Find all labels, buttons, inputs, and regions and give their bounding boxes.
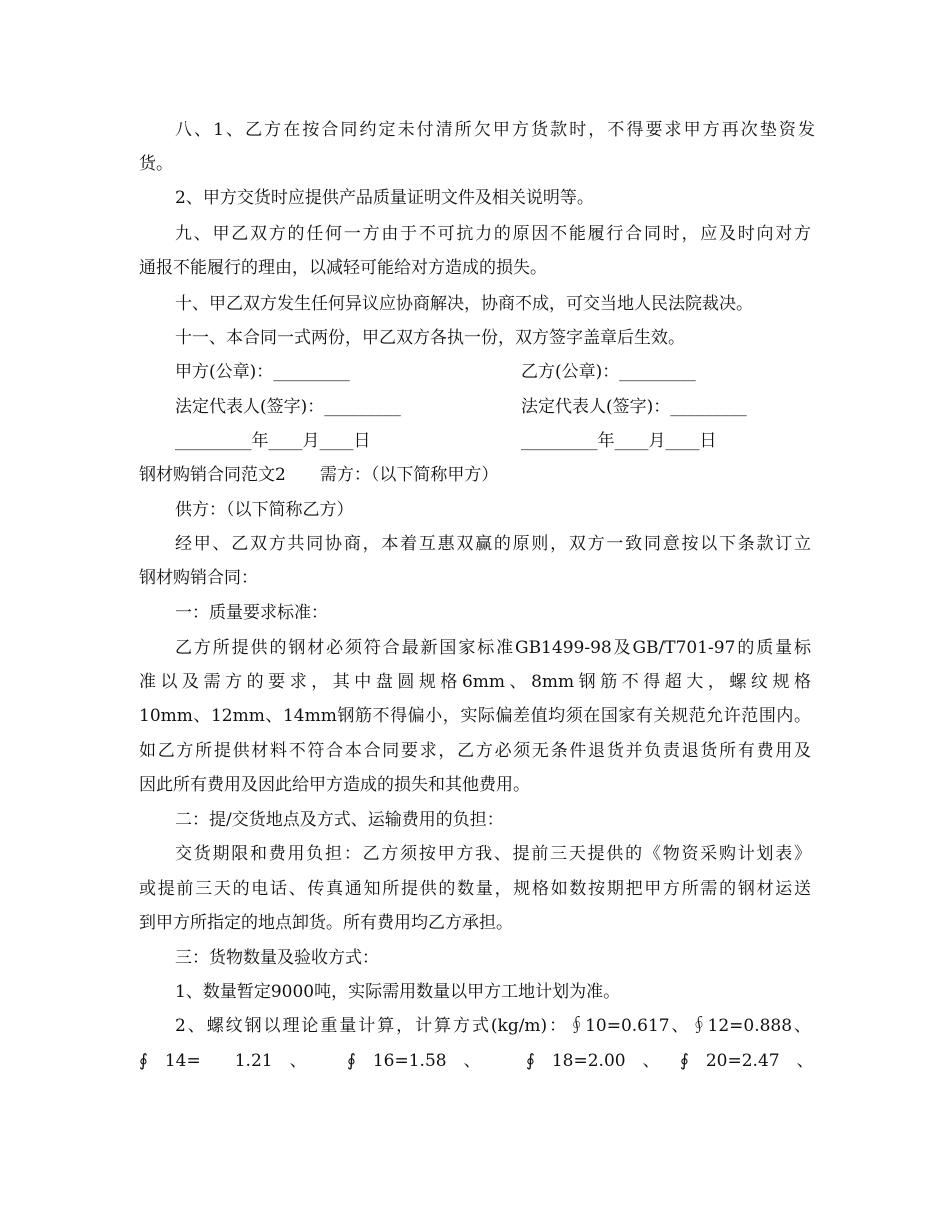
section-3-item-2: 2、螺纹钢以理论重量计算，计算方式(kg/m)：∮10=0.617、∮12=0.888、 [175,1016,811,1036]
section-1-heading: 一：质量要求标准： [175,603,328,623]
section-2-line-2: 或提前三天的电话、传真通知所提供的数量，规格如数按期把甲方所需的钢材运送 [139,879,811,899]
clause-11: 十一、本合同一式两份，甲乙双方各执一份，双方签字盖章后生效。 [175,328,685,348]
section-3-heading: 三：货物数量及验收方式： [175,948,379,968]
intro-line-2: 钢材购销合同： [139,568,258,588]
supplier-line: 供方：（以下简称乙方） [175,500,354,520]
clause-9-line-1: 九、甲乙双方的任何一方由于不可抗力的原因不能履行合同时，应及时向对方 [175,224,811,244]
weight-value-16: ∮ 16=1.58 、 [347,1051,481,1071]
clause-10: 十、甲乙双方发生任何异议应协商解决，协商不成，可交当地人民法院裁决。 [175,294,753,314]
section-1-line-3: 10mm、12mm、14mm钢筋不得偏小，实际偏差值均须在国家有关规范允许范围内。 [139,706,811,726]
party-a-date: _________年____月____日 [175,431,371,451]
weight-value-14: ∮ 14= 1.21 、 [139,1051,307,1071]
party-b-representative: 法定代表人(签字)：_________ [521,397,747,417]
clause-9-line-2: 通报不能履行的理由，以减轻可能给对方造成的损失。 [139,258,547,278]
section-3-item-1: 1、数量暂定9000吨，实际需用数量以甲方工地计划为准。 [175,982,621,1002]
clause-8-line-1: 八、1、乙方在按合同约定未付清所欠甲方货款时，不得要求甲方再次垫资发 [175,120,815,140]
contract-2-heading: 钢材购销合同范文2 需方：（以下简称甲方） [139,465,499,485]
section-1-line-2: 准以及需方的要求，其中盘圆规格6mm、8mm钢筋不得超大，螺纹规格 [139,672,811,692]
party-b-seal: 乙方(公章)：_________ [521,362,696,382]
section-1-line-4: 如乙方所提供材料不符合本合同要求，乙方必须无条件退货并负责退货所有费用及 [139,741,811,761]
section-2-heading: 二：提/交货地点及方式、运输费用的负担： [175,810,504,830]
party-a-representative: 法定代表人(签字)：_________ [175,397,401,417]
party-a-seal: 甲方(公章)：_________ [175,362,350,382]
section-2-line-3: 到甲方所指定的地点卸货。所有费用均乙方承担。 [139,913,513,933]
intro-line-1: 经甲、乙双方共同协商，本着互惠双赢的原则，双方一致同意按以下条款订立 [175,534,811,554]
section-1-line-5: 因此所有费用及因此给甲方造成的损失和其他费用。 [139,775,530,795]
party-b-date: _________年____月____日 [521,431,717,451]
weight-value-20: ∮ 20=2.47 、 [680,1051,814,1071]
section-2-line-1: 交货期限和费用负担：乙方须按甲方我、提前三天提供的《物资采购计划表》 [175,844,811,864]
clause-8-line-2: 货。 [139,154,173,174]
clause-8-item-2: 2、甲方交货时应提供产品质量证明文件及相关说明等。 [175,188,594,208]
weight-value-18: ∮ 18=2.00 、 [526,1051,660,1071]
section-1-line-1: 乙方所提供的钢材必须符合最新国家标准GB1499-98及GB/T701-97的质量标 [175,638,811,658]
